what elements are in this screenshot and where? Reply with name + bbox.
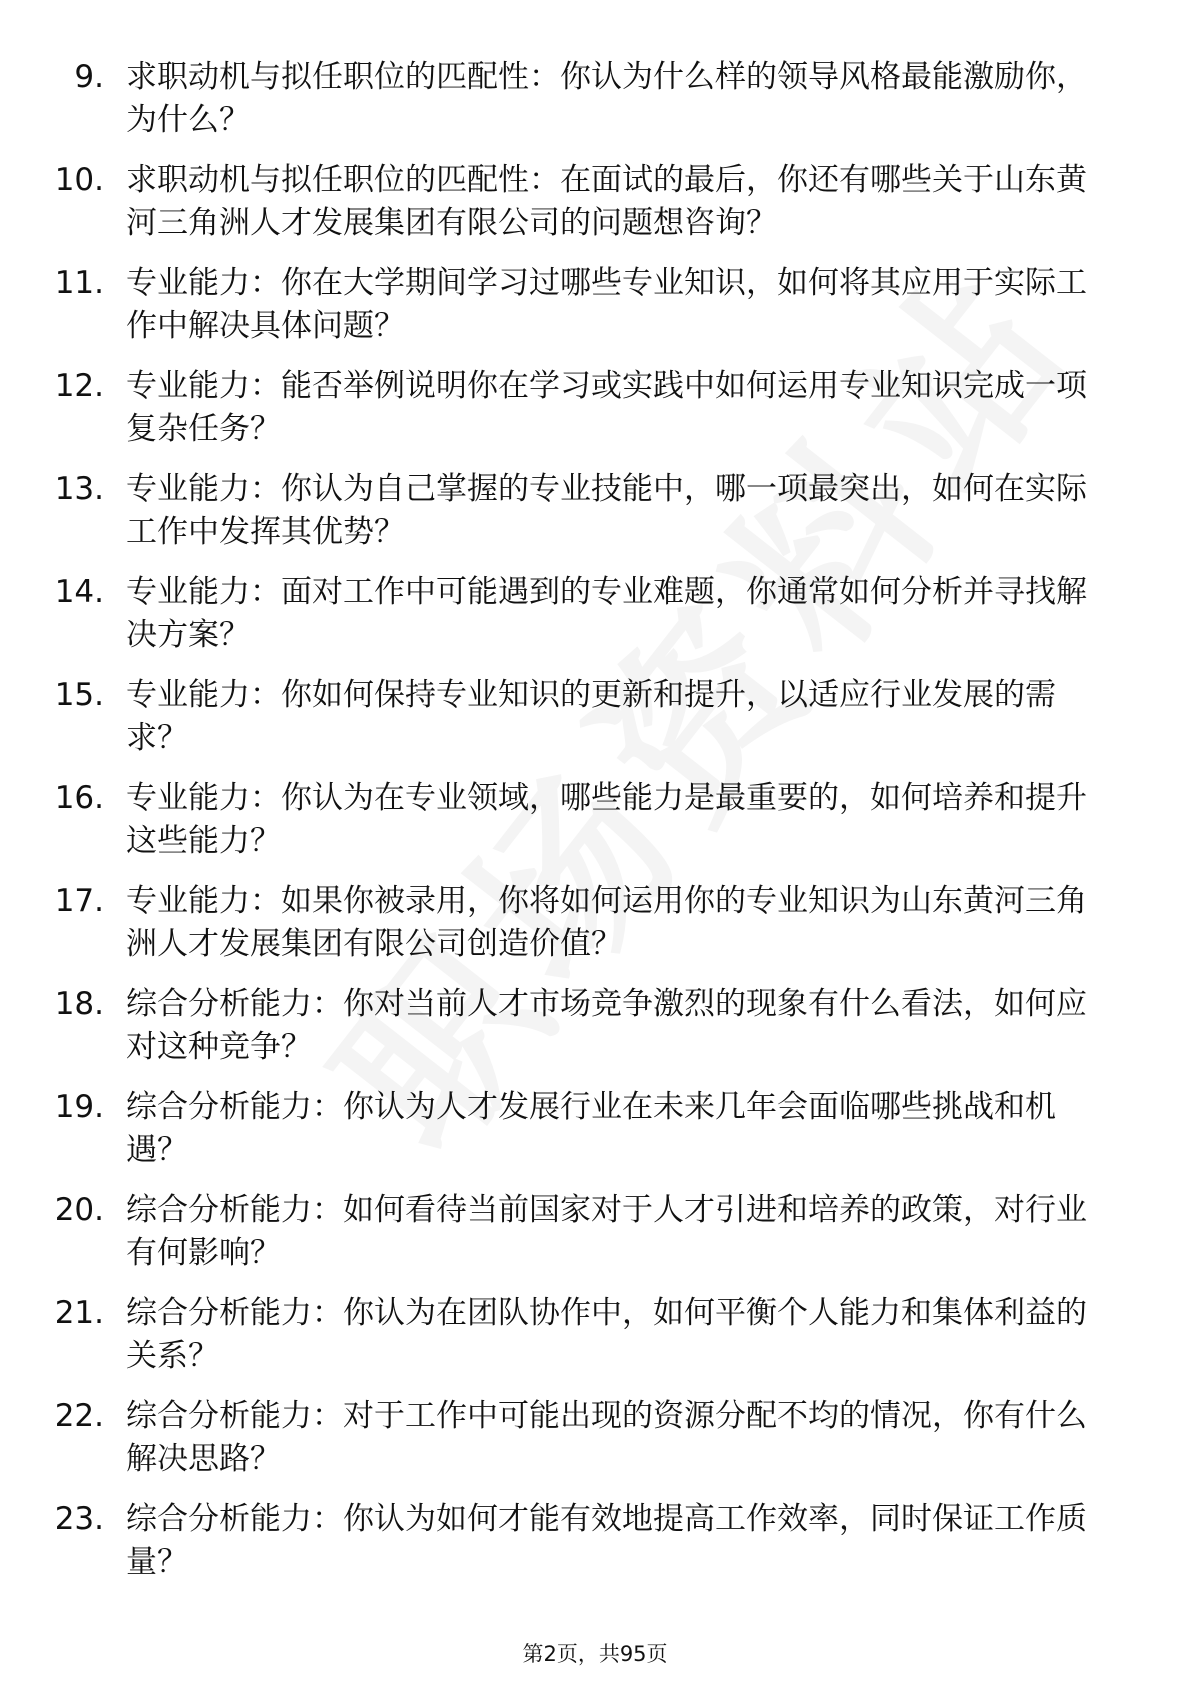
item-number: 16. <box>54 780 104 816</box>
item-number: 18. <box>54 986 104 1022</box>
item-text: 综合分析能力：对于工作中可能出现的资源分配不均的情况，你有什么解决思路？ <box>126 1398 1087 1477</box>
item-number: 20. <box>54 1192 104 1228</box>
item-text: 专业能力：你认为自己掌握的专业技能中，哪一项最突出，如何在实际工作中发挥其优势？ <box>126 471 1087 550</box>
list-item <box>0 1086 1116 1172</box>
item-text: 求职动机与拟任职位的匹配性：在面试的最后，你还有哪些关于山东黄河三角洲人才发展集团有限公司的问题想咨询？ <box>126 162 1087 241</box>
list-item <box>0 777 1116 863</box>
item-text: 专业能力：能否举例说明你在学习或实践中如何运用专业知识完成一项复杂任务？ <box>126 368 1087 447</box>
item-number: 22. <box>54 1398 104 1434</box>
item-number: 21. <box>54 1295 104 1331</box>
item-text: 专业能力：你在大学期间学习过哪些专业知识，如何将其应用于实际工作中解决具体问题？ <box>126 265 1087 344</box>
list-item <box>0 56 1116 142</box>
item-number: 19. <box>54 1089 104 1125</box>
item-text: 专业能力：你如何保持专业知识的更新和提升，以适应行业发展的需求？ <box>126 677 1056 756</box>
item-number: 9. <box>74 59 104 95</box>
list-item <box>0 1189 1116 1275</box>
list-item <box>0 1395 1116 1481</box>
item-text: 综合分析能力：你认为在团队协作中，如何平衡个人能力和集体利益的关系？ <box>126 1295 1087 1374</box>
question-list <box>0 56 1190 1601</box>
item-number: 11. <box>54 265 104 301</box>
list-item <box>0 365 1116 451</box>
list-item <box>0 262 1116 348</box>
item-text: 专业能力：你认为在专业领域，哪些能力是最重要的，如何培养和提升这些能力？ <box>126 780 1087 859</box>
item-text: 综合分析能力：你认为如何才能有效地提高工作效率，同时保证工作质量？ <box>126 1501 1087 1580</box>
item-number: 17. <box>54 883 104 919</box>
item-text: 综合分析能力：你认为人才发展行业在未来几年会面临哪些挑战和机遇？ <box>126 1089 1056 1168</box>
list-item <box>0 159 1116 245</box>
list-item <box>0 571 1116 657</box>
item-number: 12. <box>54 368 104 404</box>
item-number: 23. <box>54 1501 104 1537</box>
list-item <box>0 674 1116 760</box>
list-item <box>0 983 1116 1069</box>
page-footer: 第2页，共95页 <box>522 1642 668 1666</box>
item-text: 综合分析能力：如何看待当前国家对于人才引进和培养的政策，对行业有何影响？ <box>126 1192 1087 1271</box>
item-text: 求职动机与拟任职位的匹配性：你认为什么样的领导风格最能激励你，为什么？ <box>126 59 1087 138</box>
item-number: 10. <box>54 162 104 198</box>
item-number: 14. <box>54 574 104 610</box>
list-item <box>0 468 1116 554</box>
item-number: 15. <box>54 677 104 713</box>
list-item <box>0 1292 1116 1378</box>
item-text: 专业能力：如果你被录用，你将如何运用你的专业知识为山东黄河三角洲人才发展集团有限公司创造价值？ <box>126 883 1087 962</box>
item-text: 综合分析能力：你对当前人才市场竞争激烈的现象有什么看法，如何应对这种竞争？ <box>126 986 1087 1065</box>
item-number: 13. <box>54 471 104 507</box>
item-text: 专业能力：面对工作中可能遇到的专业难题，你通常如何分析并寻找解决方案？ <box>126 574 1087 653</box>
list-item <box>0 1498 1116 1584</box>
list-item <box>0 880 1116 966</box>
